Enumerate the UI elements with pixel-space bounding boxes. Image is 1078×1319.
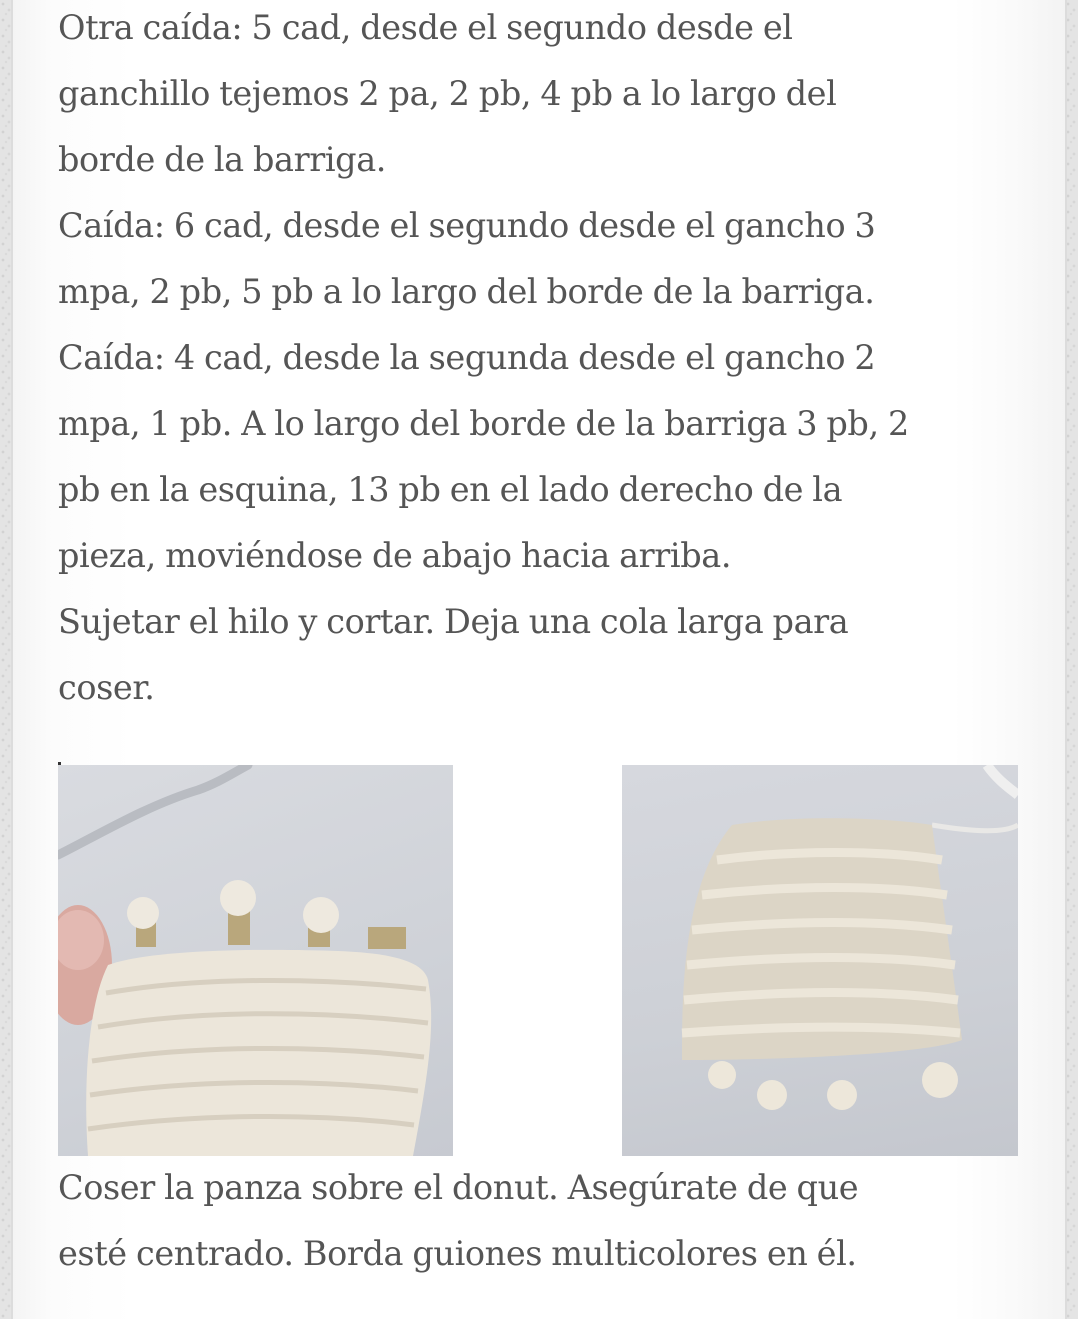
instruction-line: borde de la barriga. [58, 140, 387, 179]
closing-instructions [58, 1155, 1048, 1287]
right-decorative-border [1065, 0, 1078, 1319]
instruction-line: Caída: 4 cad, desde la segunda desde el gancho 2 [58, 338, 876, 377]
photo-finished-belly [622, 765, 1018, 1156]
pattern-instructions [58, 0, 1048, 721]
instruction-line: mpa, 2 pb, 5 pb a lo largo del borde de la barriga. [58, 272, 875, 311]
crochet-piece-illustration [622, 765, 1018, 1156]
instruction-line: coser. [58, 668, 155, 707]
instruction-line: mpa, 1 pb. A lo largo del borde de la barriga 3 pb, 2 [58, 404, 909, 443]
instruction-line: ganchillo tejemos 2 pa, 2 pb, 4 pb a lo largo del [58, 74, 837, 113]
instruction-line: pieza, moviéndose de abajo hacia arriba. [58, 536, 732, 575]
instruction-line: pb en la esquina, 13 pb en el lado derecho de la [58, 470, 843, 509]
photo-belly-in-hand [58, 765, 453, 1156]
instruction-line: esté centrado. Borda guiones multicolores en él. [58, 1234, 857, 1273]
left-decorative-border [0, 0, 13, 1319]
instruction-line: Sujetar el hilo y cortar. Deja una cola larga para [58, 602, 849, 641]
crochet-piece-illustration [58, 765, 453, 1156]
article-page [13, 0, 1065, 1319]
instruction-line: Otra caída: 5 cad, desde el segundo desde el [58, 8, 793, 47]
instruction-line: Coser la panza sobre el donut. Asegúrate de que [58, 1168, 859, 1207]
instruction-line: Caída: 6 cad, desde el segundo desde el gancho 3 [58, 206, 876, 245]
